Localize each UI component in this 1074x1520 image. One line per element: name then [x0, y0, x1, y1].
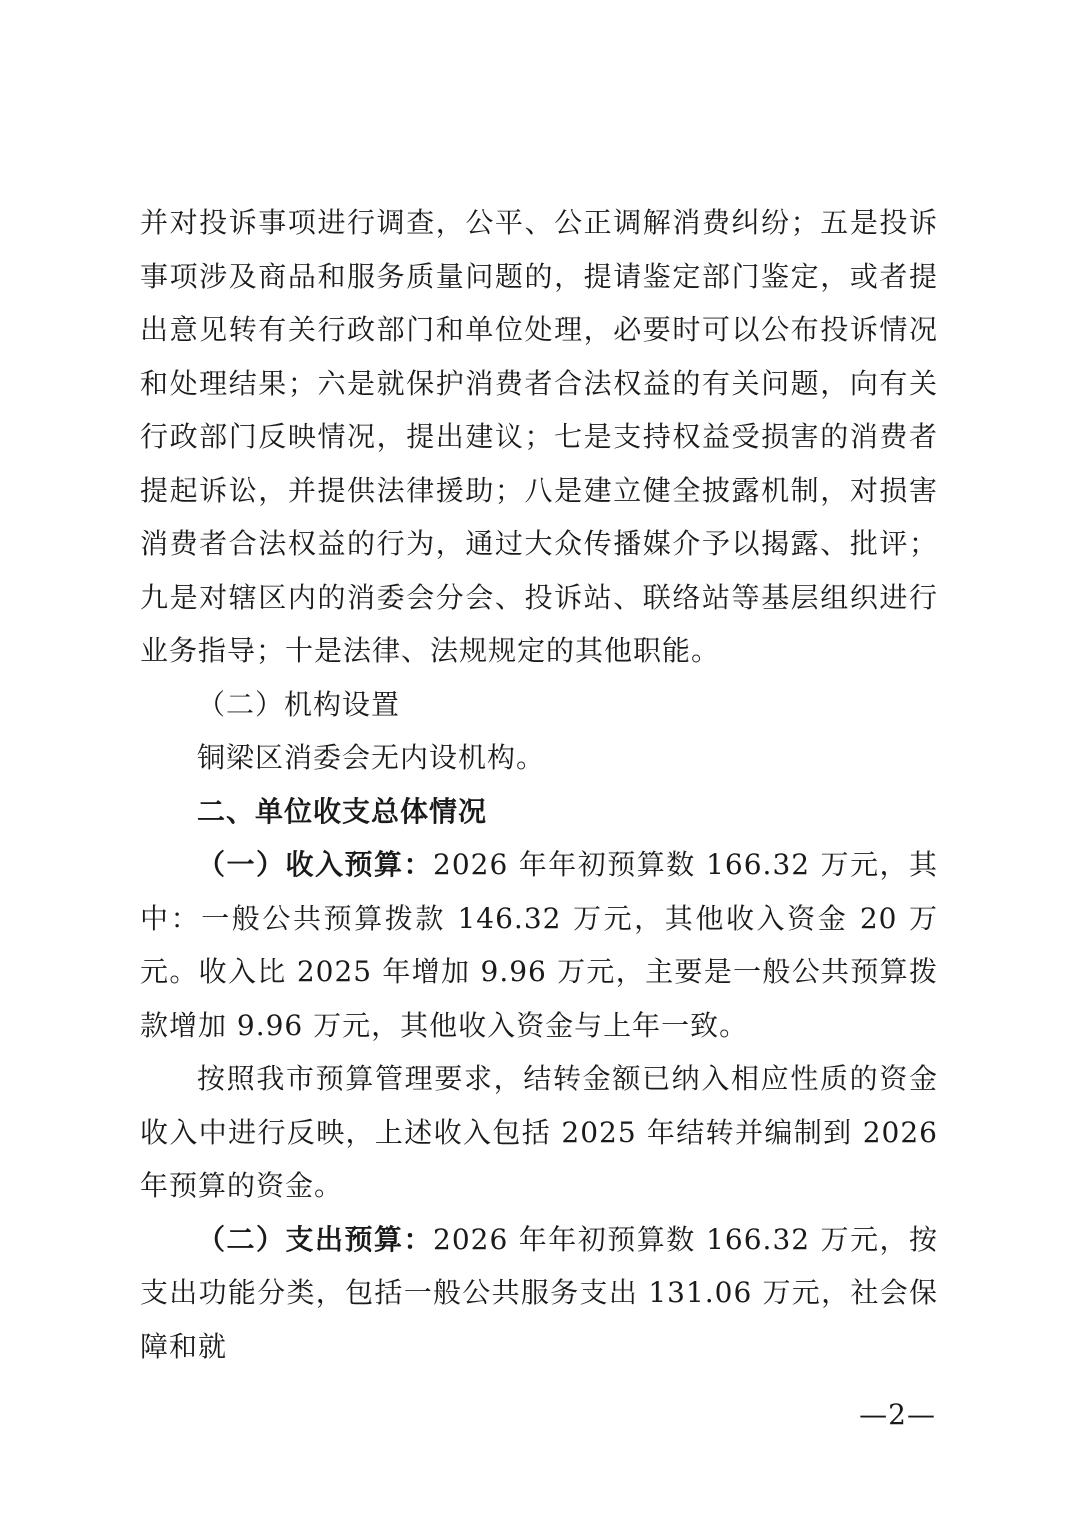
page-number: —2—	[859, 1398, 936, 1431]
income-budget-paragraph	[140, 838, 938, 1052]
expense-budget-label: （二）支出预算：	[197, 1222, 434, 1256]
org-setup-heading: （二）机构设置	[197, 687, 401, 721]
org-setup-paragraph: 铜梁区消委会无内设机构。	[197, 741, 546, 774]
carryover-paragraph: 按照我市预算管理要求，结转金额已纳入相应性质的资金收入中进行反映，上述收入包括 2025 年结转并编制到 2026 年预算的资金。	[140, 1062, 938, 1202]
document-body	[140, 196, 938, 1373]
expense-budget-text: 2026 年年初预算数 166.32 万元，按支出功能分类，包括一般公共服务支出 131.06 万元，社会保障和就	[140, 1222, 938, 1363]
section-2-heading: 二、单位收支总体情况	[197, 794, 488, 828]
income-budget-text: 2026 年年初预算数 166.32 万元，其中：一般公共预算拨款 146.32 万元，其他收入资金 20 万元。收入比 2025 年增加 9.96 万元，主要是一般公共预算拨款增加 9.96 万元，其他收入资金与上年一致。	[140, 848, 938, 1042]
income-budget-label: （一）收入预算：	[197, 848, 434, 881]
expense-budget-paragraph	[140, 1213, 938, 1374]
functions-paragraph: 并对投诉事项进行调查，公平、公正调解消费纠纷；五是投诉事项涉及商品和服务质量问题的，提请鉴定部门鉴定，或者提出意见转有关行政部门和单位处理，必要时可以公布投诉情况和处理结果；六是就保护消费者合法权益的有关问题，向有关行政部门反映情况，提出建议；七是支持权益受损害的消费者提起诉讼，并提供法律援助；八是建立健全披露机制，对损害消费者合法权益的行为，通过大众传播媒介予以揭露、批评；九是对辖区内的消委会分会、投诉站、联络站等基层组织进行业务指导；十是法律、法规规定的其他职能。	[140, 206, 938, 667]
